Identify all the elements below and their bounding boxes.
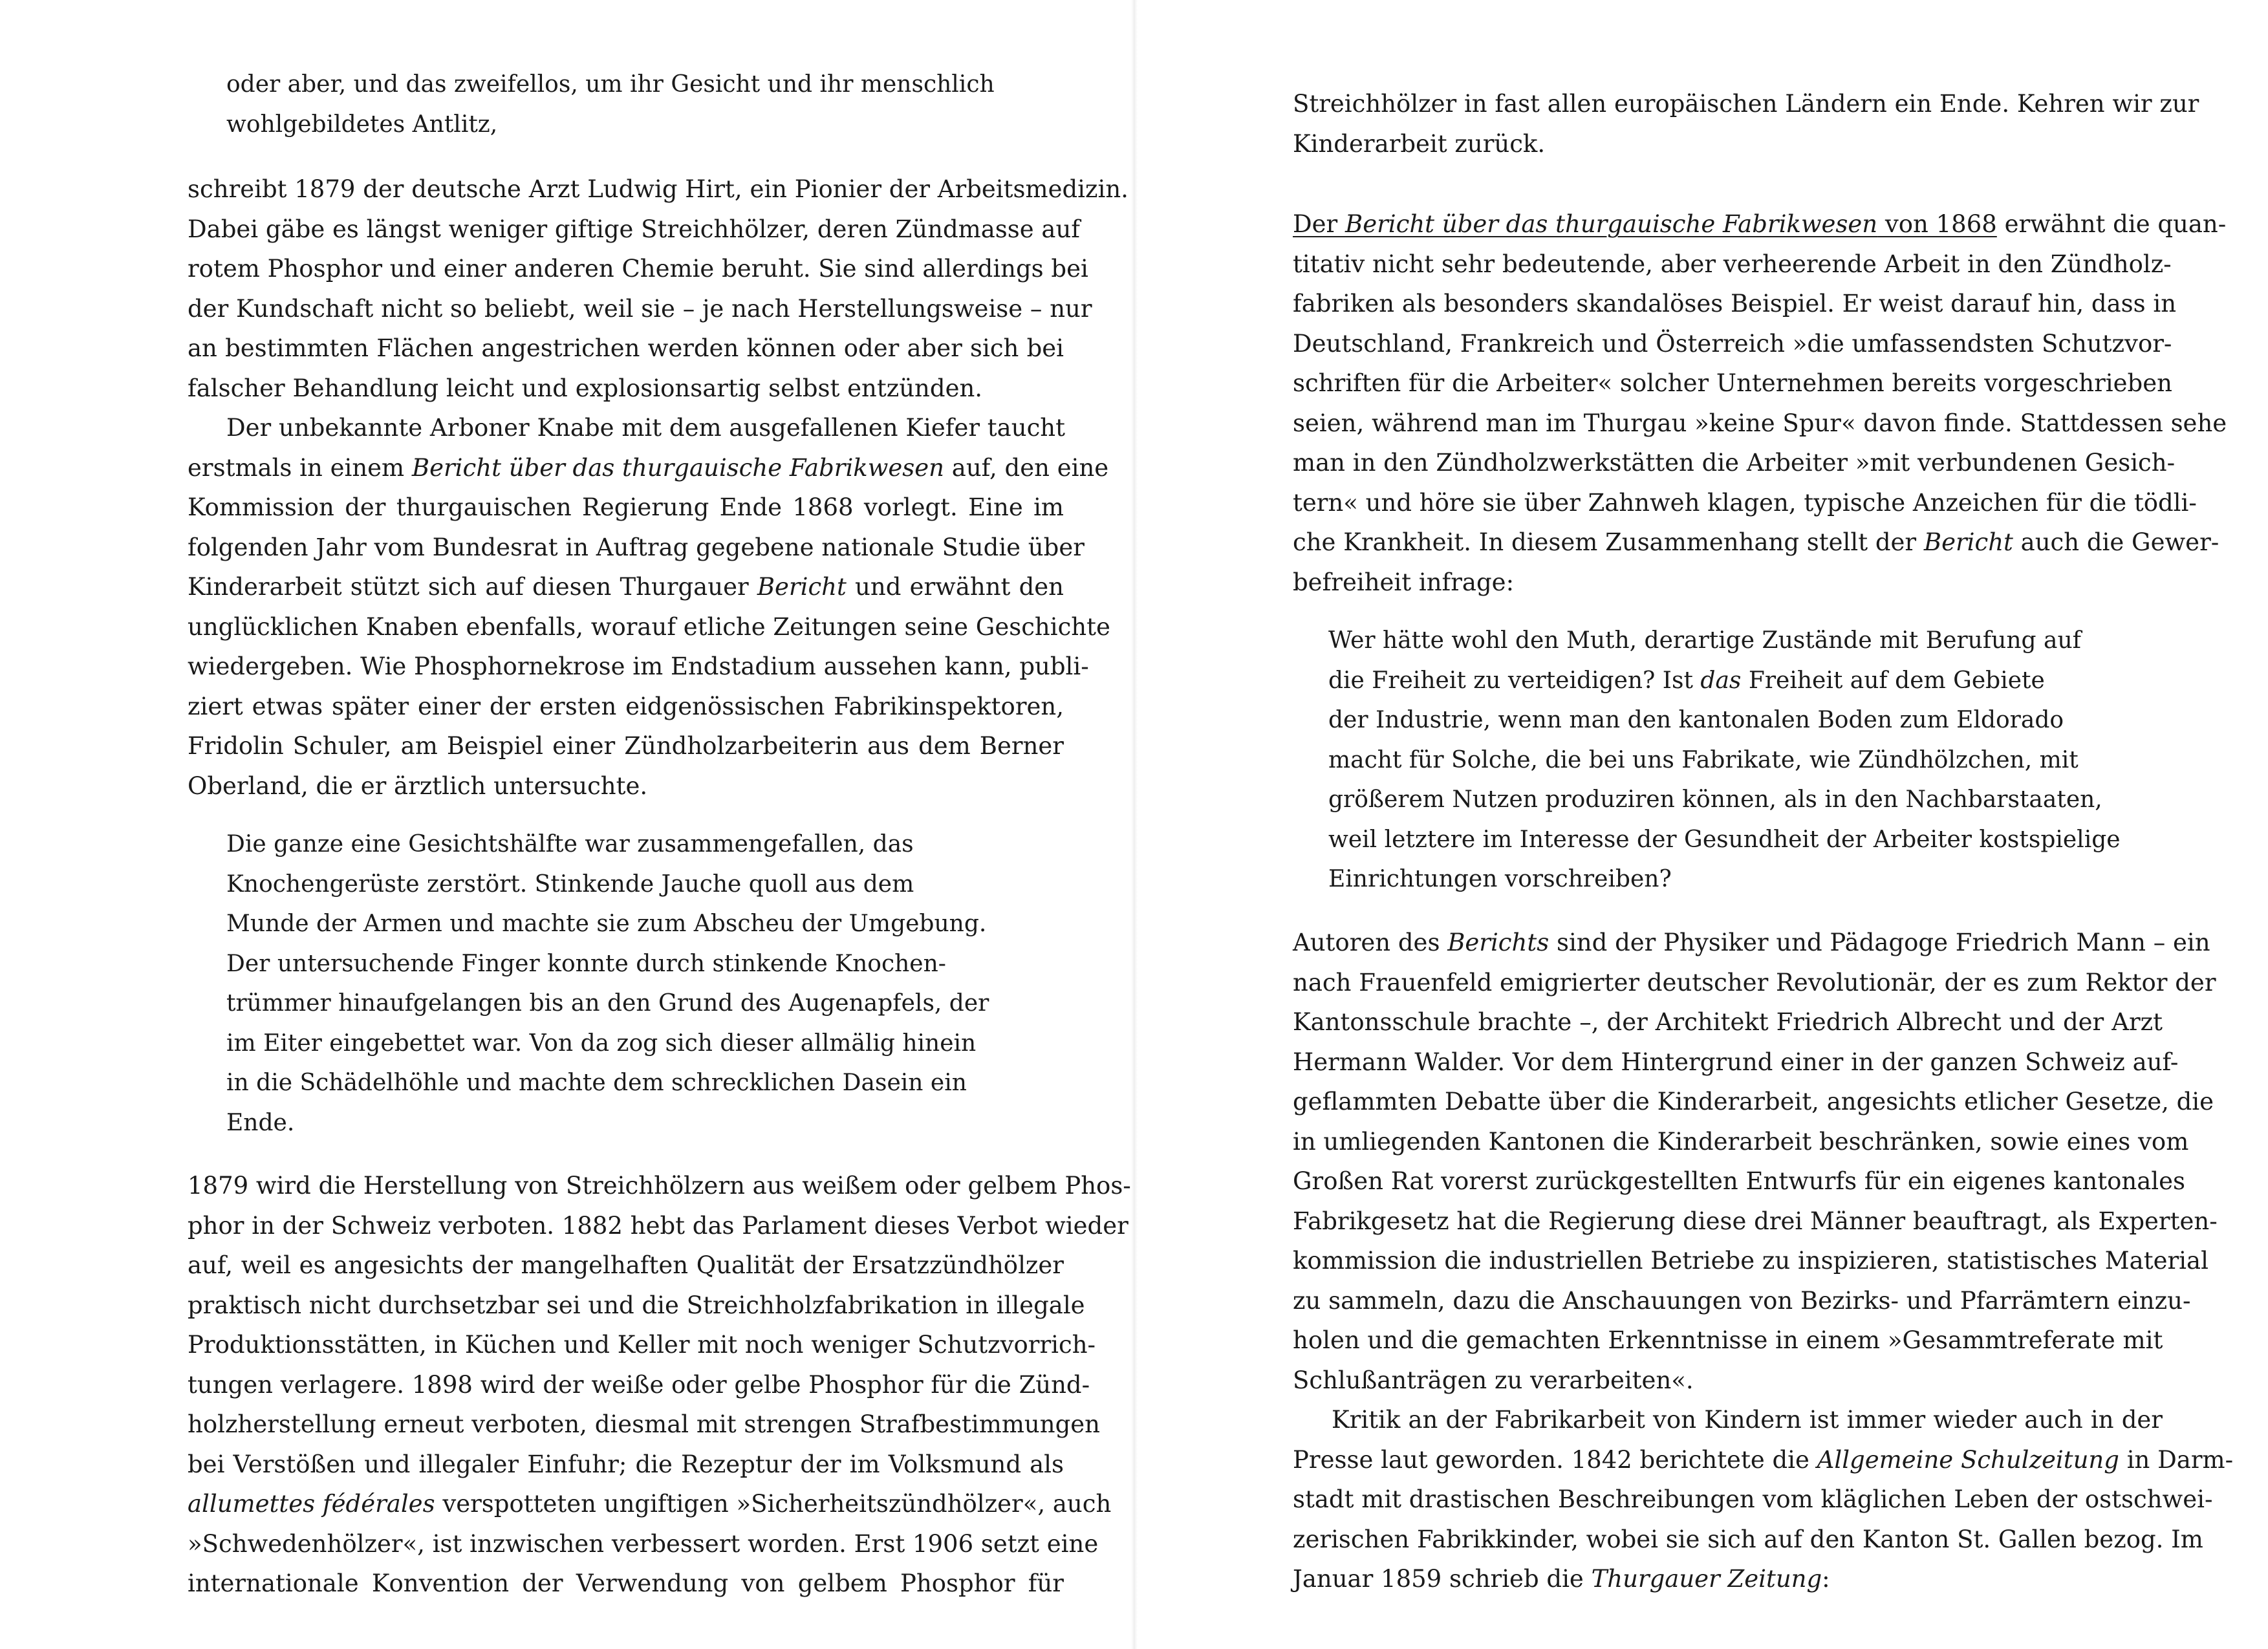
text-line: in umliegenden Kantonen die Kinderarbeit beschränken, sowie eines vom <box>1293 1127 2189 1156</box>
text-line: Kommission der thurgauischen Regierung Ende 1868 vorlegt. Eine im <box>188 493 1064 521</box>
text-line: Presse laut geworden. 1842 berichtete die Allgemeine Schulzeitung in Darm- <box>1293 1445 2234 1474</box>
text-line: befreiheit infrage: <box>1293 568 1515 596</box>
text-line: falscher Behandlung leicht und explosionsartig selbst entzünden. <box>188 374 983 402</box>
text-line: Kantonsschule brachte –, der Architekt Friedrich Albrecht und der Arzt <box>1293 1008 2163 1036</box>
text-line: geflammten Debatte über die Kinderarbeit, angesichts etlicher Gesetze, die <box>1293 1088 2214 1116</box>
quote-line: in die Schädelhöhle und machte dem schrecklichen Dasein ein <box>226 1070 967 1096</box>
text-line: an bestimmten Flächen angestrichen werden können oder aber sich bei <box>188 334 1064 362</box>
text-line: che Krankheit. In diesem Zusammenhang stellt der Bericht auch die Gewer- <box>1293 528 2219 556</box>
text-line: Produktionsstätten, in Küchen und Keller mit noch weniger Schutzvorrich- <box>188 1331 1096 1359</box>
quote-line: oder aber, und das zweifellos, um ihr Gesicht und ihr menschlich <box>226 71 995 98</box>
text-line: Streichhölzer in fast allen europäischen Ländern ein Ende. Kehren wir zur <box>1293 90 2199 118</box>
quote-line: Der untersuchende Finger konnte durch stinkende Knochen- <box>226 950 946 977</box>
text-line: »Schwedenhölzer«, ist inzwischen verbessert worden. Erst 1906 setzt eine <box>188 1529 1099 1558</box>
text-line: 1879 wird die Herstellung von Streichhölzern aus weißem oder gelbem Phos- <box>188 1172 1131 1200</box>
paragraph <box>188 408 1110 806</box>
text-line: Schlußanträgen zu verarbeiten«. <box>1293 1366 1694 1394</box>
text-line: phor in der Schweiz verboten. 1882 hebt das Parlament dieses Verbot wieder <box>188 1211 1129 1240</box>
quote-line: der Industrie, wenn man den kantonalen Boden zum Eldorado <box>1328 707 2064 733</box>
quote-line: Einrichtungen vorschreiben? <box>1328 866 1672 892</box>
text-line: kommission die industriellen Betriebe zu inspizieren, statistisches Material <box>1293 1247 2209 1275</box>
text-line: unglücklichen Knaben ebenfalls, worauf etliche Zeitungen seine Geschichte <box>188 612 1110 641</box>
text-line: nach Frauenfeld emigrierter deutscher Revolutionär, der es zum Rektor der <box>1293 968 2216 997</box>
quote-line: im Eiter eingebettet war. Von da zog sich dieser allmälig hinein <box>226 1029 977 1057</box>
text-line: holen und die gemachten Erkenntnisse in einem »Gesammtreferate mit <box>1293 1326 2163 1354</box>
text-line: praktisch nicht durchsetzbar sei und die Streichholzfabrikation in illegale <box>188 1291 1085 1319</box>
text-line: der Kundschaft nicht so beliebt, weil sie – je nach Herstellungsweise – nur <box>188 294 1092 323</box>
text-line: Kinderarbeit zurück. <box>1293 129 1546 158</box>
quote-line: weil letztere im Interesse der Gesundheit der Arbeiter kostspielige <box>1328 826 2121 853</box>
text-line: Fabrikgesetz hat die Regierung diese drei Männer beauftragt, als Experten- <box>1293 1207 2218 1235</box>
text-line: Oberland, die er ärztlich untersuchte. <box>188 771 648 800</box>
text-line: tern« und höre sie über Zahnweh klagen, typische Anzeichen für die tödli- <box>1293 488 2197 517</box>
quote-line: Knochengerüste zerstört. Stinkende Jauche quoll aus dem <box>226 870 914 898</box>
quote-line: wohlgebildetes Antlitz, <box>226 111 498 138</box>
text-line: stadt mit drastischen Beschreibungen vom kläglichen Leben der ostschwei- <box>1293 1485 2213 1513</box>
text-line: man in den Zündholzwerkstätten die Arbeiter »mit verbundenen Gesich- <box>1293 449 2176 477</box>
quote-line: die Freiheit zu verteidigen? Ist das Freiheit auf dem Gebiete <box>1328 667 2045 694</box>
text-line: Kinderarbeit stützt sich auf diesen Thurgauer Bericht und erwähnt den <box>188 573 1064 601</box>
text-line: seien, während man im Thurgau »keine Spur« davon finde. Stattdessen sehe <box>1293 409 2227 437</box>
paragraph <box>1293 1400 2234 1599</box>
text-line: internationale Konvention der Verwendung von gelbem Phosphor für <box>188 1569 1064 1597</box>
quote-line: Munde der Armen und machte sie zum Abscheu der Umgebung. <box>226 911 987 937</box>
text-line: schriften für die Arbeiter« solcher Unternehmen bereits vorgeschrieben <box>1293 369 2172 397</box>
quote-block <box>1328 621 2156 900</box>
text-line: erstmals in einem Bericht über das thurgauische Fabrikwesen auf, den eine <box>188 453 1109 482</box>
text-line: zerischen Fabrikkinder, wobei sie sich auf den Kanton St. Gallen bezog. Im <box>1293 1525 2203 1553</box>
text-line: Dabei gäbe es längst weniger giftige Streichhölzer, deren Zündmasse auf <box>188 215 1081 243</box>
text-line: titativ nicht sehr bedeutende, aber verheerende Arbeit in den Zündholz- <box>1293 250 2172 278</box>
text-line: Hermann Walder. Vor dem Hintergrund einer in der ganzen Schweiz auf- <box>1293 1048 2179 1076</box>
quote-line: macht für Solche, die bei uns Fabrikate, wie Zündhölzchen, mit <box>1328 746 2079 773</box>
text-line: wiedergeben. Wie Phosphornekrose im Endstadium aussehen kann, publi- <box>188 652 1089 680</box>
text-line: Januar 1859 schrieb die Thurgauer Zeitung: <box>1293 1565 1830 1593</box>
text-line: zu sammeln, dazu die Anschauungen von Bezirks- und Pfarrämtern einzu- <box>1293 1286 2191 1315</box>
right-page <box>1134 0 2268 1649</box>
quote-line: Die ganze eine Gesichtshälfte war zusammengefallen, das <box>226 831 914 857</box>
paragraph <box>1293 923 2218 1400</box>
quote-block <box>226 824 1054 1143</box>
text-line: Der Bericht über das thurgauische Fabrikwesen von 1868 erwähnt die quan- <box>1293 210 2227 238</box>
quote-block <box>226 65 1054 144</box>
text-line: schreibt 1879 der deutsche Arzt Ludwig Hirt, ein Pionier der Arbeitsmedizin. <box>188 175 1129 203</box>
quote-line: größerem Nutzen produziren können, als in den Nachbarstaaten, <box>1328 786 2102 813</box>
text-line: ziert etwas später einer der ersten eidgenössischen Fabrikinspektoren, <box>188 692 1064 720</box>
text-line: Deutschland, Frankreich und Österreich »die umfassendsten Schutzvor- <box>1293 329 2172 358</box>
text-line: folgenden Jahr vom Bundesrat in Auftrag gegebene nationale Studie über <box>188 533 1085 561</box>
text-line: Der unbekannte Arboner Knabe mit dem ausgefallenen Kiefer taucht <box>226 414 1065 442</box>
quote-line: Wer hätte wohl den Muth, derartige Zustände mit Berufung auf <box>1328 627 2082 654</box>
paragraph <box>188 169 1129 408</box>
quote-line: trümmer hinaufgelangen bis an den Grund des Augenapfels, der <box>226 990 989 1017</box>
text-line: Kritik an der Fabrikarbeit von Kindern ist immer wieder auch in der <box>1332 1406 2163 1434</box>
paragraph <box>1293 84 2199 164</box>
paragraph <box>1293 204 2227 602</box>
text-line: Fridolin Schuler, am Beispiel einer Zündholzarbeiterin aus dem Berner <box>188 732 1064 760</box>
text-line: fabriken als besonders skandalöses Beispiel. Er weist darauf hin, dass in <box>1293 290 2177 318</box>
text-line: bei Verstößen und illegaler Einfuhr; die Rezeptur der im Volksmund als <box>188 1450 1064 1478</box>
text-line: allumettes fédérales verspotteten ungiftigen »Sicherheitszündhölzer«, auch <box>188 1490 1112 1518</box>
quote-line: Ende. <box>226 1109 295 1136</box>
text-line: holzherstellung erneut verboten, diesmal mit strengen Strafbestimmungen <box>188 1410 1101 1438</box>
text-line: Großen Rat vorerst zurückgestellten Entwurfs für ein eigenes kantonales <box>1293 1167 2186 1195</box>
text-line: tungen verlagere. 1898 wird der weiße oder gelbe Phosphor für die Zünd- <box>188 1370 1090 1399</box>
paragraph <box>188 1166 1131 1604</box>
text-line: Autoren des Berichts sind der Physiker und Pädagoge Friedrich Mann – ein <box>1293 929 2210 956</box>
text-line: rotem Phosphor und einer anderen Chemie beruht. Sie sind allerdings bei <box>188 255 1088 283</box>
text-line: auf, weil es angesichts der mangelhaften Qualität der Ersatzzündhölzer <box>188 1251 1064 1279</box>
